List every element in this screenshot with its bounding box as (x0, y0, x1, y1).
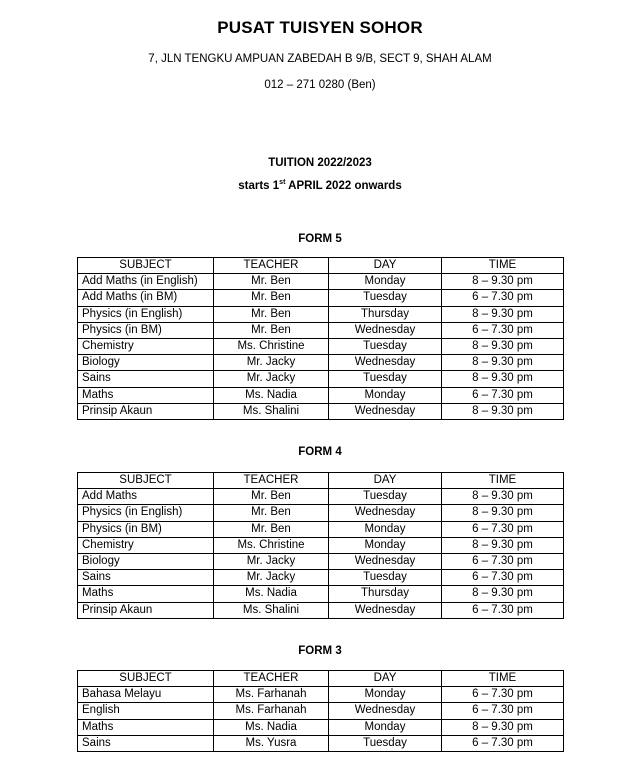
form-3-rows (78, 687, 564, 752)
table-header-row (78, 671, 564, 687)
time-cell: 6 – 7.30 pm (442, 553, 564, 569)
time-cell: 6 – 7.30 pm (442, 687, 564, 703)
subject-cell: Physics (in BM) (78, 521, 214, 537)
subject-cell: Physics (in English) (78, 306, 214, 322)
teacher-cell: Ms. Shalini (214, 403, 329, 419)
column-header-subject: SUBJECT (78, 258, 214, 274)
form-4-title: FORM 4 (298, 446, 342, 458)
day-cell: Wednesday (329, 505, 442, 521)
contact-phone: 012 – 271 0280 (Ben) (264, 79, 376, 91)
day-cell: Thursday (329, 306, 442, 322)
teacher-cell: Mr. Ben (214, 290, 329, 306)
subject-cell: Prinsip Akaun (78, 403, 214, 419)
teacher-cell: Mr. Ben (214, 274, 329, 290)
day-cell: Monday (329, 521, 442, 537)
column-header-day: DAY (329, 258, 442, 274)
day-cell: Monday (329, 387, 442, 403)
form-4-table (77, 472, 564, 619)
table-row (78, 553, 564, 569)
table-row (78, 338, 564, 354)
table-row (78, 521, 564, 537)
subject-cell: Prinsip Akaun (78, 602, 214, 618)
time-cell: 6 – 7.30 pm (442, 703, 564, 719)
form-5-title: FORM 5 (298, 233, 342, 245)
day-cell: Tuesday (329, 338, 442, 354)
day-cell: Monday (329, 537, 442, 553)
subject-cell: Sains (78, 570, 214, 586)
form-4-rows (78, 489, 564, 619)
time-cell: 6 – 7.30 pm (442, 735, 564, 751)
teacher-cell: Ms. Christine (214, 537, 329, 553)
form-5-rows (78, 274, 564, 420)
teacher-cell: Ms. Christine (214, 338, 329, 354)
day-cell: Monday (329, 719, 442, 735)
teacher-cell: Mr. Jacky (214, 553, 329, 569)
table-row (78, 274, 564, 290)
subject-cell: English (78, 703, 214, 719)
teacher-cell: Ms. Farhanah (214, 687, 329, 703)
time-cell: 6 – 7.30 pm (442, 570, 564, 586)
column-header-teacher: TEACHER (214, 258, 329, 274)
column-header-time: TIME (442, 473, 564, 489)
column-header-day: DAY (329, 473, 442, 489)
teacher-cell: Ms. Yusra (214, 735, 329, 751)
day-cell: Wednesday (329, 553, 442, 569)
start-date-suffix: APRIL 2022 onwards (285, 180, 402, 192)
column-header-teacher: TEACHER (214, 473, 329, 489)
time-cell: 8 – 9.30 pm (442, 403, 564, 419)
teacher-cell: Mr. Jacky (214, 570, 329, 586)
teacher-cell: Ms. Shalini (214, 602, 329, 618)
time-cell: 8 – 9.30 pm (442, 338, 564, 354)
day-cell: Monday (329, 687, 442, 703)
teacher-cell: Mr. Ben (214, 521, 329, 537)
time-cell: 6 – 7.30 pm (442, 290, 564, 306)
time-cell: 8 – 9.30 pm (442, 505, 564, 521)
time-cell: 8 – 9.30 pm (442, 719, 564, 735)
table-row (78, 505, 564, 521)
column-header-time: TIME (442, 258, 564, 274)
subject-cell: Add Maths (in English) (78, 274, 214, 290)
table-row (78, 387, 564, 403)
form-3-title: FORM 3 (298, 645, 342, 657)
teacher-cell: Mr. Jacky (214, 371, 329, 387)
table-row (78, 489, 564, 505)
teacher-cell: Ms. Nadia (214, 719, 329, 735)
day-cell: Wednesday (329, 703, 442, 719)
tuition-title: TUITION 2022/2023 (268, 157, 372, 169)
subject-cell: Physics (in BM) (78, 322, 214, 338)
teacher-cell: Ms. Farhanah (214, 703, 329, 719)
form-3-table (77, 670, 564, 752)
column-header-time: TIME (442, 671, 564, 687)
table-row (78, 403, 564, 419)
subject-cell: Physics (in English) (78, 505, 214, 521)
teacher-cell: Mr. Ben (214, 505, 329, 521)
form-5-table (77, 257, 564, 420)
time-cell: 8 – 9.30 pm (442, 371, 564, 387)
time-cell: 8 – 9.30 pm (442, 306, 564, 322)
table-row (78, 537, 564, 553)
day-cell: Tuesday (329, 290, 442, 306)
day-cell: Wednesday (329, 355, 442, 371)
day-cell: Tuesday (329, 735, 442, 751)
time-cell: 8 – 9.30 pm (442, 355, 564, 371)
time-cell: 6 – 7.30 pm (442, 602, 564, 618)
day-cell: Tuesday (329, 489, 442, 505)
subject-cell: Maths (78, 387, 214, 403)
teacher-cell: Mr. Ben (214, 489, 329, 505)
table-row (78, 290, 564, 306)
subject-cell: Biology (78, 355, 214, 371)
subject-cell: Biology (78, 553, 214, 569)
time-cell: 8 – 9.30 pm (442, 586, 564, 602)
teacher-cell: Ms. Nadia (214, 387, 329, 403)
subject-cell: Maths (78, 586, 214, 602)
time-cell: 6 – 7.30 pm (442, 387, 564, 403)
table-row (78, 602, 564, 618)
day-cell: Wednesday (329, 322, 442, 338)
time-cell: 8 – 9.30 pm (442, 489, 564, 505)
school-name: PUSAT TUISYEN SOHOR (217, 18, 423, 37)
time-cell: 6 – 7.30 pm (442, 322, 564, 338)
day-cell: Thursday (329, 586, 442, 602)
day-cell: Wednesday (329, 602, 442, 618)
table-row (78, 703, 564, 719)
start-date (0, 180, 640, 192)
table-header-row (78, 473, 564, 489)
teacher-cell: Mr. Jacky (214, 355, 329, 371)
table-row (78, 306, 564, 322)
table-row (78, 355, 564, 371)
table-row (78, 687, 564, 703)
subject-cell: Maths (78, 719, 214, 735)
table-row (78, 570, 564, 586)
column-header-subject: SUBJECT (78, 671, 214, 687)
table-row (78, 735, 564, 751)
start-date-ordinal: st (279, 179, 286, 186)
teacher-cell: Mr. Ben (214, 306, 329, 322)
subject-cell: Chemistry (78, 537, 214, 553)
subject-cell: Bahasa Melayu (78, 687, 214, 703)
table-header-row (78, 258, 564, 274)
teacher-cell: Mr. Ben (214, 322, 329, 338)
time-cell: 8 – 9.30 pm (442, 274, 564, 290)
table-row (78, 322, 564, 338)
time-cell: 8 – 9.30 pm (442, 537, 564, 553)
table-row (78, 371, 564, 387)
day-cell: Wednesday (329, 403, 442, 419)
time-cell: 6 – 7.30 pm (442, 521, 564, 537)
start-date-prefix: starts 1 (238, 180, 280, 192)
column-header-teacher: TEACHER (214, 671, 329, 687)
subject-cell: Sains (78, 371, 214, 387)
column-header-subject: SUBJECT (78, 473, 214, 489)
subject-cell: Chemistry (78, 338, 214, 354)
school-address: 7, JLN TENGKU AMPUAN ZABEDAH B 9/B, SECT 9, SHAH ALAM (148, 53, 492, 65)
subject-cell: Add Maths (78, 489, 214, 505)
column-header-day: DAY (329, 671, 442, 687)
subject-cell: Sains (78, 735, 214, 751)
table-row (78, 586, 564, 602)
subject-cell: Add Maths (in BM) (78, 290, 214, 306)
table-row (78, 719, 564, 735)
day-cell: Tuesday (329, 371, 442, 387)
day-cell: Monday (329, 274, 442, 290)
teacher-cell: Ms. Nadia (214, 586, 329, 602)
day-cell: Tuesday (329, 570, 442, 586)
